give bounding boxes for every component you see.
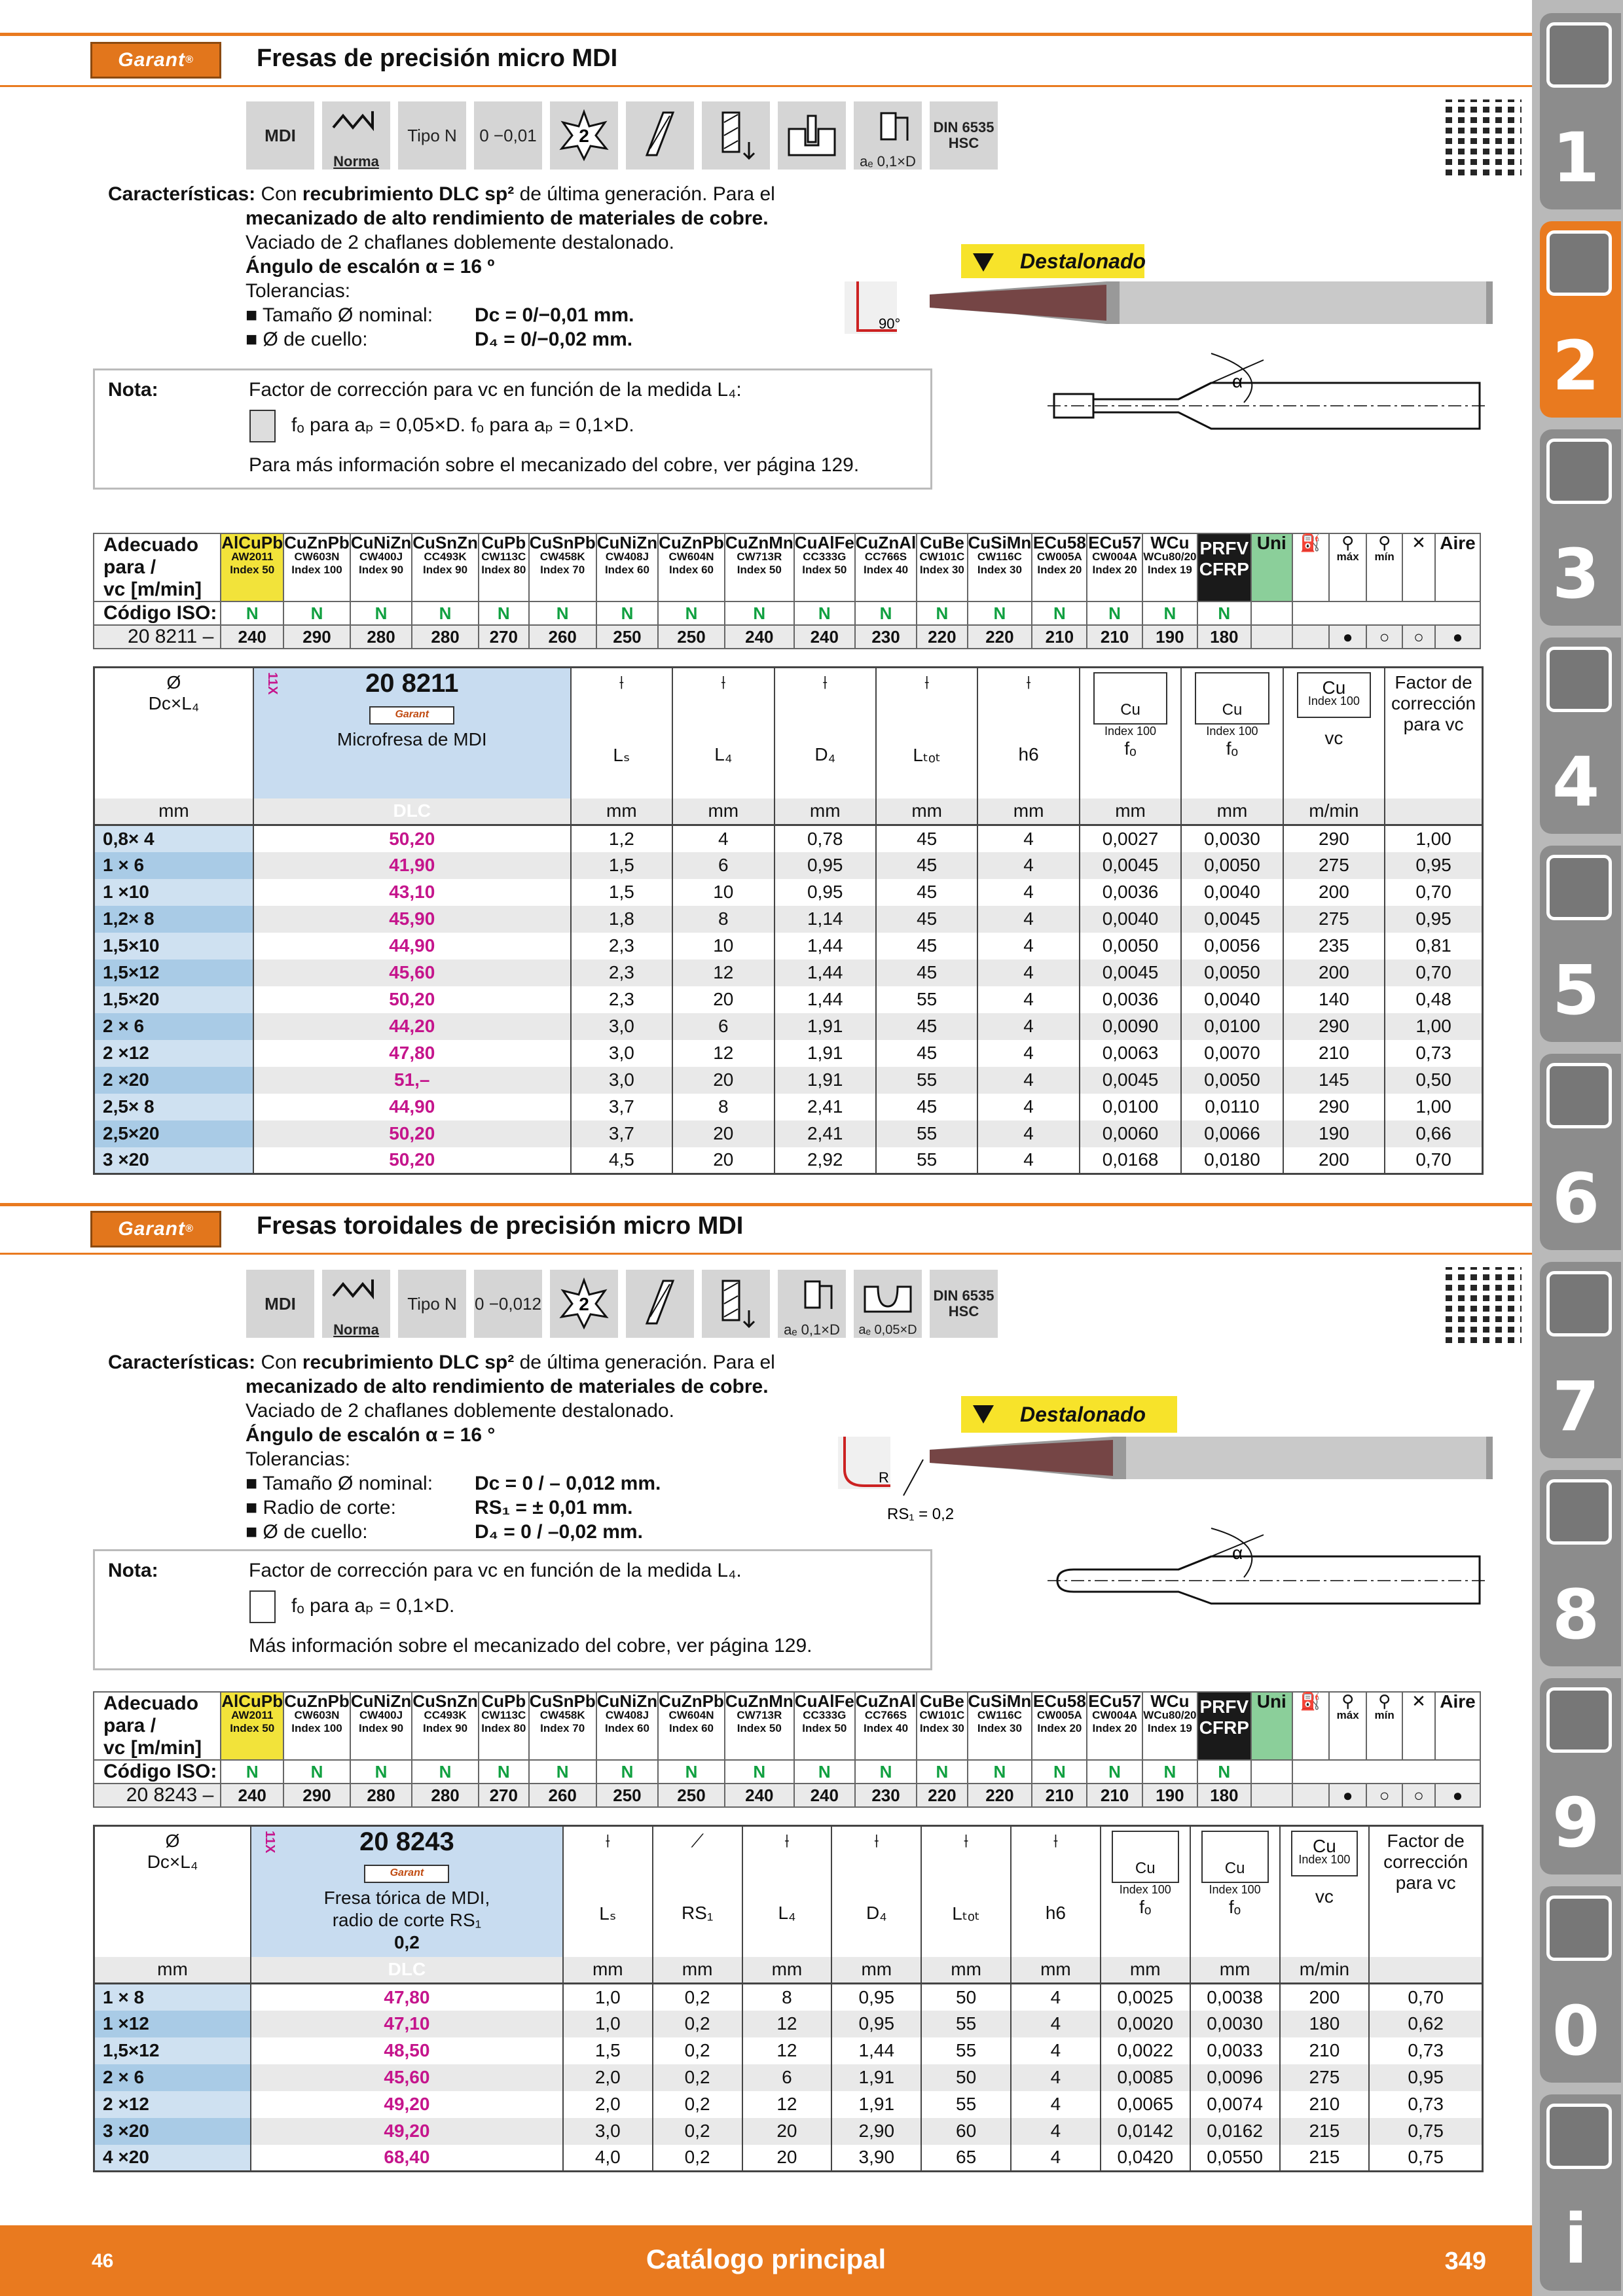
coolant-min-icon: ⚲ mín <box>1366 533 1402 601</box>
slot-milling-icon <box>778 101 846 170</box>
din-icon: DIN 6535 HSC <box>930 1270 998 1338</box>
tipo-n-icon: Tipo N <box>398 1270 466 1338</box>
flutes-icon <box>550 101 618 170</box>
footer <box>0 2225 1532 2296</box>
tool-drawing-1 <box>1048 347 1493 458</box>
article-208211-row: 2 × 6 44,20 3,0 6 1,91 45 4 0,0090 0,0100 290 1,00 <box>94 1013 1483 1040</box>
cutting-direction-icon <box>702 1270 770 1338</box>
dry-icon: ✕ <box>1402 533 1435 601</box>
chapter-number: 8 <box>1552 1575 1600 1655</box>
helix-angle-icon <box>626 1270 694 1338</box>
svg-text:2: 2 <box>579 126 589 146</box>
brand-logo-2: Garant ® <box>90 1211 221 1247</box>
chapter-number: 5 <box>1552 950 1600 1030</box>
norma-icon: Norma <box>322 101 390 170</box>
article-208211-row: 1 ×10 43,10 1,5 10 0,95 45 4 0,0036 0,0040 200 0,70 <box>94 879 1483 906</box>
section2-title: Fresas toroidales de precisión micro MDI <box>257 1212 744 1240</box>
din-icon: DIN 6535 HSC <box>930 101 998 170</box>
page-number: 349 <box>1444 2248 1486 2275</box>
svg-text:α: α <box>1232 1543 1243 1563</box>
chapter-number: 1 <box>1552 118 1600 198</box>
chapter-number: 7 <box>1552 1367 1600 1446</box>
article-208243-row: 1 ×12 47,10 1,0 0,2 12 0,95 55 4 0,0020 0,0030 180 0,62 <box>94 2011 1483 2037</box>
section1-features: Características: Con recubrimiento DLC sp² de última generación. Para el mecanizado de alto rendimiento de materiales de cobre. Vaciado de 2 chaflanes doblemente destalonado. Ángulo de escalón α = 16 º Tolerancias: ■ Tamaño Ø nominal: Dᴄ = 0/−0,01 mm. ■ Ø de cuello: D₄ = 0/−0,02 mm. <box>108 183 775 350</box>
norma-icon: Norma <box>322 1270 390 1338</box>
tool-image-1 <box>845 268 1493 334</box>
coolant-min-icon: ⚲ mín <box>1366 1692 1402 1760</box>
coolant-oil-icon: ⛽ <box>1292 533 1329 601</box>
article-208211-row: 2 ×20 51,– 3,0 20 1,91 55 4 0,0045 0,0050 145 0,50 <box>94 1067 1483 1094</box>
article-208211-row: 1 × 6 41,90 1,5 6 0,95 45 4 0,0045 0,0050 275 0,95 <box>94 852 1483 879</box>
svg-text:α: α <box>1232 371 1243 391</box>
helix-angle-icon <box>626 101 694 170</box>
article-208243-row: 4 ×20 68,40 4,0 0,2 20 3,90 65 4 0,0420 0,0550 215 0,75 <box>94 2145 1483 2172</box>
section2-icon-strip <box>246 1270 998 1338</box>
coolant-max-icon: ⚲ máx <box>1329 1692 1366 1760</box>
article-208211-row: 1,2× 8 45,90 1,8 8 1,14 45 4 0,0040 0,0045 275 0,95 <box>94 906 1483 933</box>
article-table-2: Ø Dᴄ×L₄ 11X 20 8243 Garant Fresa tórica de MDI, radio de corte RS₁ 0,2 ⟊ Lₛ ⟋ RS₁ ⟊ L₄ ⟊ D₄ ⟊ Lₜₒₜ ⟊ h6 Cu Index 100 fₒ Cu Index 100 fₒ Cu Index 100 vᴄ Factor de corrección para vᴄ mm DLC mm mm mm mm mm mm mm mm m/min 1 × 8 47,80 1,0 0,2 8 0,95 50 4 0,0025 0,0038 200 0,70 1 ×12 47,10 1,0 0,2 12 0,95 55 4 0,0020 0,0030 180 0,62 1,5×12 48,50 1,5 0,2 12 1,44 55 4 0,0022 0,0033 210 0,73 2 × 6 45,60 2,0 0,2 6 1,91 50 4 0,0085 0,0096 275 0,95 2 ×12 49,20 2,0 0,2 12 1,91 55 4 0,0065 0,0074 210 0,73 3 ×20 49,20 3,0 0,2 20 2,90 60 4 0,0142 0,0162 215 0,75 4 ×20 68,40 4,0 0,2 20 3,90 65 4 0,0420 0,0550 215 0,75 <box>93 1825 1484 2172</box>
article-208211-row: 2,5×20 50,20 3,7 20 2,41 55 4 0,0060 0,0066 190 0,66 <box>94 1121 1483 1147</box>
ae-depth-icon: aₑ 0,1×D <box>854 101 922 170</box>
cutting-direction-icon <box>702 101 770 170</box>
article-208243-row: 2 × 6 45,60 2,0 0,2 6 1,91 50 4 0,0085 0,0096 275 0,95 <box>94 2064 1483 2091</box>
destalonado-banner: Destalonado <box>961 244 1144 278</box>
chapter-number: 2 <box>1552 326 1600 406</box>
chapter-8-icon <box>1546 1479 1612 1545</box>
brand-logo: Garant ® <box>90 42 221 79</box>
tolerance-icon: 0 −0,012 <box>474 1270 542 1338</box>
article-208211-row: 1,5×10 44,90 2,3 10 1,44 45 4 0,0050 0,0056 235 0,81 <box>94 933 1483 960</box>
chapter-number: 0 <box>1552 1991 1600 2071</box>
chapter-3-icon <box>1546 439 1612 504</box>
chapter-5-icon <box>1546 855 1612 920</box>
footer-left-number: 46 <box>92 2250 114 2272</box>
chapter-1-icon <box>1546 22 1612 88</box>
suitability-table-2: Adecuado para / vᴄ [m/min] AlCuPb AW2011 Index 50 CuZnPb CW603N Index 100 CuNiZn CW400J Index 90 CuSnZn CC493K Index 90 CuPb CW113C Index 80 CuSnPb CW458K Index 70 CuNiZn CW408J Index 60 CuZnPb CW604N Index 60 CuZnMn CW713R Index 50 CuAlFe CC333G Index 50 CuZnAl CC766S Index 40 CuBe CW101C Index 30 CuSiMn CW116C Index 30 ECu58 CW005A Index 20 ECu57 CW004A Index 20 WCu WCu80/20 Index 19 PRFV CFRP Uni ⛽ ⚲ máx ⚲ mín ✕ Aire Código ISO: N N N N N N N N N N N N N N N N N 20 8243 – 240 290 280 280 270 260 250 250 240 240 230 220 220 210 210 190 180 ● ○ ○ ● <box>93 1691 1481 1808</box>
svg-text:R: R <box>879 1469 889 1486</box>
article-208211-row: 3 ×20 50,20 4,5 20 2,92 55 4 0,0168 0,0180 200 0,70 <box>94 1147 1483 1174</box>
article-208243-row: 1 × 8 47,80 1,0 0,2 8 0,95 50 4 0,0025 0,0038 200 0,70 <box>94 1984 1483 2011</box>
article-table-1: Ø Dᴄ×L₄ 11X 20 8211 Garant Microfresa de MDI ⟊ Lₛ ⟊ L₄ ⟊ D₄ ⟊ Lₜₒₜ ⟊ h6 Cu Index 100 fₒ Cu Index 100 fₒ Cu Index 100 vᴄ Factor de corrección para vᴄ mm DLC mm mm mm mm mm mm mm m/min 0,8× 4 50,20 1,2 4 0,78 45 4 0,0027 0,0030 290 1,00 1 × 6 41,90 1,5 6 0,95 45 4 0,0045 0,0050 275 0,95 1 ×10 43,10 1,5 10 0,95 45 4 0,0036 0,0040 200 0,70 1,2× 8 45,90 1,8 8 1,14 45 4 0,0040 0,0045 275 0,95 1,5×10 44,90 2,3 10 1,44 45 4 0,0050 0,0056 235 0,81 1,5×12 45,60 2,3 12 1,44 45 4 0,0045 0,0050 200 0,70 1,5×20 50,20 2,3 20 1,44 55 4 0,0036 0,0040 140 0,48 2 × 6 44,20 3,0 6 1,91 45 4 0,0090 0,0100 290 1,00 2 ×12 47,80 3,0 12 1,91 45 4 0,0063 0,0070 210 0,73 2 ×20 51,– 3,0 20 1,91 55 4 0,0045 0,0050 145 0,50 2,5× 8 44,90 3,7 8 2,41 45 4 0,0100 0,0110 290 1,00 2,5×20 50,20 3,7 20 2,41 55 4 0,0060 0,0066 190 0,66 3 ×20 50,20 4,5 20 2,92 55 4 0,0168 0,0180 200 0,70 <box>93 666 1484 1175</box>
article-208243-row: 1,5×12 48,50 1,5 0,2 12 1,44 55 4 0,0022 0,0033 210 0,73 <box>94 2037 1483 2064</box>
section1-note: Nota: Factor de corrección para vᴄ en función de la medida L₄: fₒ para aₚ = 0,05×D. fₒ para aₚ = 0,1×D. Para más información sobre el mecanizado del cobre, ver página 129. <box>93 368 932 490</box>
chapter-9-icon <box>1546 1687 1612 1753</box>
chapter-number: 6 <box>1552 1158 1600 1238</box>
section2-features: Características: Con recubrimiento DLC sp² de última generación. Para el mecanizado de alto rendimiento de materiales de cobre. Vaciado de 2 chaflanes doblemente destalonado. Ángulo de escalón α = 16 ° Tolerancias: ■ Tamaño Ø nominal: Dᴄ = 0 / – 0,012 mm. ■ Radio de corte: RS₁ = ± 0,01 mm. ■ Ø de cuello: D₄ = 0 / –0,02 mm. <box>108 1352 775 1543</box>
chapter-4-icon <box>1546 647 1612 712</box>
coolant-oil-icon: ⛽ <box>1292 1692 1329 1760</box>
chapter-2-icon <box>1546 230 1612 296</box>
mdi-icon: MDI <box>246 1270 314 1338</box>
chapter-0-icon <box>1546 1895 1612 1961</box>
article-208211-row: 2,5× 8 44,90 3,7 8 2,41 45 4 0,0100 0,0110 290 1,00 <box>94 1094 1483 1121</box>
tipo-n-icon: Tipo N <box>398 101 466 170</box>
article-208211-row: 0,8× 4 50,20 1,2 4 0,78 45 4 0,0027 0,0030 290 1,00 <box>94 825 1483 852</box>
svg-text:90°: 90° <box>879 315 901 332</box>
article-208243-row: 3 ×20 49,20 3,0 0,2 20 2,90 60 4 0,0142 0,0162 215 0,75 <box>94 2118 1483 2145</box>
suitability-table-1: Adecuado para / vᴄ [m/min] AlCuPb AW2011 Index 50 CuZnPb CW603N Index 100 CuNiZn CW400J Index 90 CuSnZn CC493K Index 90 CuPb CW113C Index 80 CuSnPb CW458K Index 70 CuNiZn CW408J Index 60 CuZnPb CW604N Index 60 CuZnMn CW713R Index 50 CuAlFe CC333G Index 50 CuZnAl CC766S Index 40 CuBe CW101C Index 30 CuSiMn CW116C Index 30 ECu58 CW005A Index 20 ECu57 CW004A Index 20 WCu WCu80/20 Index 19 PRFV CFRP Uni ⛽ ⚲ máx ⚲ mín ✕ Aire Código ISO: N N N N N N N N N N N N N N N N N 20 8211 – 240 290 280 280 270 260 250 250 240 240 230 220 220 210 210 190 180 ● ○ ○ ● <box>93 533 1481 649</box>
article-208243-row: 2 ×12 49,20 2,0 0,2 12 1,91 55 4 0,0065 0,0074 210 0,73 <box>94 2091 1483 2118</box>
ae-depth-icon: aₑ 0,1×D <box>778 1270 846 1338</box>
chapter-6-icon <box>1546 1063 1612 1128</box>
svg-text:RS₁ = 0,2: RS₁ = 0,2 <box>887 1505 955 1523</box>
tool-drawing-2 <box>1048 1518 1493 1617</box>
article-208211-row: 2 ×12 47,80 3,0 12 1,91 45 4 0,0063 0,0070 210 0,73 <box>94 1040 1483 1067</box>
tolerance-icon: 0 −0,01 <box>474 101 542 170</box>
mdi-icon: MDI <box>246 101 314 170</box>
article-208211-row: 1,5×12 45,60 2,3 12 1,44 45 4 0,0045 0,0050 200 0,70 <box>94 960 1483 986</box>
chapter-i-icon <box>1546 2104 1612 2169</box>
dry-icon: ✕ <box>1402 1692 1435 1760</box>
chapter-number: 9 <box>1552 1783 1600 1863</box>
qr-code-icon[interactable] <box>1446 99 1522 175</box>
footer-title: Catálogo principal <box>646 2244 886 2274</box>
svg-text:2: 2 <box>579 1294 589 1314</box>
destalonado-banner-2: Destalonado <box>961 1396 1177 1433</box>
chapter-number: 4 <box>1552 742 1600 822</box>
article-208211-row: 1,5×20 50,20 2,3 20 1,44 55 4 0,0036 0,0040 140 0,48 <box>94 986 1483 1013</box>
coolant-max-icon: ⚲ máx <box>1329 533 1366 601</box>
section1-title: Fresas de precisión micro MDI <box>257 45 618 72</box>
flutes-icon <box>550 1270 618 1338</box>
ae-depth-radius-icon: aₑ 0,05×D <box>854 1270 922 1338</box>
qr-code-icon-2[interactable] <box>1446 1267 1522 1343</box>
section2-note: Nota: Factor de corrección para vᴄ en función de la medida L₄. fₒ para aₚ = 0,1×D. Más información sobre el mecanizado del cobre, ver página 129. <box>93 1549 932 1670</box>
chapter-7-icon <box>1546 1271 1612 1336</box>
chapter-number: i <box>1564 2199 1588 2279</box>
chapter-number: 3 <box>1552 534 1600 614</box>
section1-icon-strip <box>246 101 998 170</box>
